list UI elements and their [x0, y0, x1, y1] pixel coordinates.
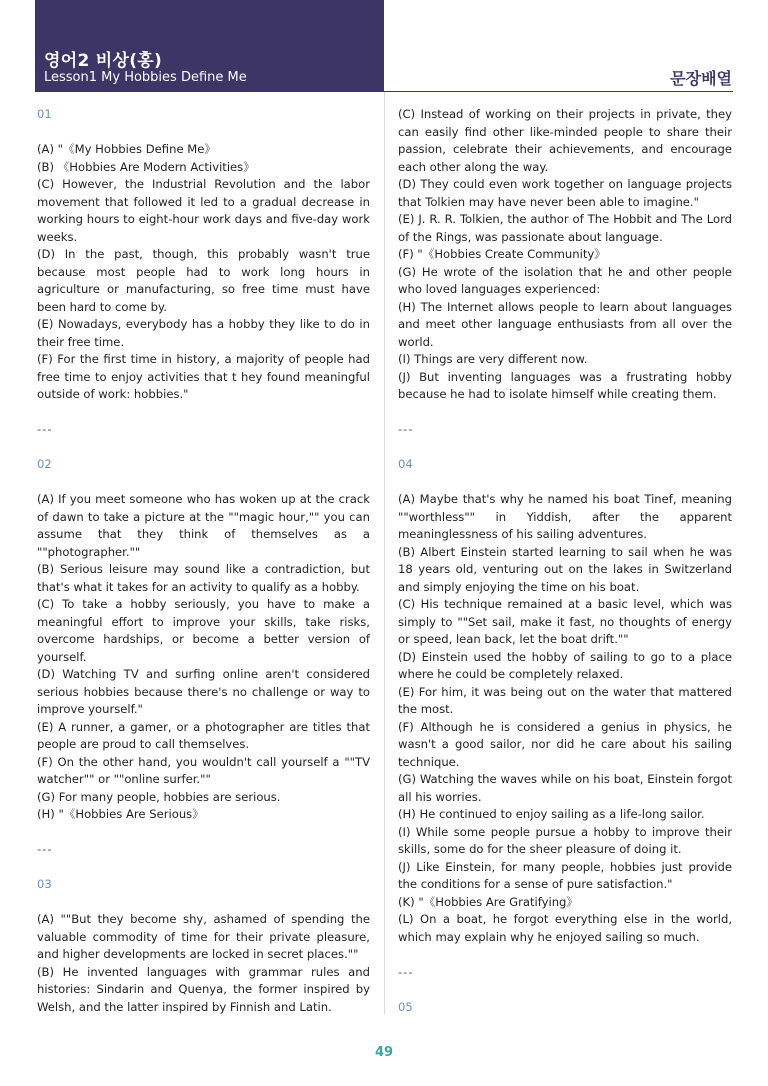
spacer: [37, 439, 370, 457]
section-separator: ---: [37, 422, 53, 436]
right-column: [398, 106, 732, 1034]
section-separator: ---: [398, 964, 414, 979]
header-rule: [384, 91, 733, 92]
sentence-item: (A) "《My Hobbies Define Me》: [37, 142, 217, 156]
spacer: [398, 439, 732, 457]
sentence-item: (I) Things are very different now.: [398, 352, 588, 366]
sentence-item: (D) Einstein used the hobby of sailing to go to a place where he could be completely relaxed.: [398, 649, 732, 681]
sentence-item: (C) However, the Industrial Revolution and the labor movement that followed it led to a gradual decrease in working hours to eight-hour work days and five-day work weeks.: [37, 177, 370, 244]
left-column: [37, 106, 370, 1016]
sentence-item: (E) J. R. R. Tolkien, the author of The Hobbit and The Lord of the Rings, was passionate about language.: [398, 212, 732, 244]
page-number: 49: [374, 1045, 394, 1060]
sentence-item: (G) For many people, hobbies are serious.: [37, 789, 281, 804]
sentence-item: (F) For the first time in history, a majority of people had free time to enjoy activities that t hey found meaningful outside of work: hobbies.": [37, 352, 370, 401]
sentence-item: (J) Like Einstein, for many people, hobbies just provide the conditions for a sense of pure satisfaction.": [398, 859, 732, 891]
sentence-item: (C) Instead of working on their projects in private, they can easily find other like-minded people to share their passion, celebrate their achievements, and encourage each other along the way.: [398, 107, 732, 174]
spacer: [398, 946, 732, 964]
section-number: 01: [37, 107, 52, 121]
textbook-title: 영어2 비상(홍): [44, 51, 163, 71]
sentence-item: (D) They could even work together on language projects that Tolkien may have never been able to imagine.": [398, 177, 732, 209]
sentence-item: (H) "《Hobbies Are Serious》: [37, 807, 204, 821]
spacer: [37, 859, 370, 877]
sentence-item: (E) Nowadays, everybody has a hobby they like to do in their free time.: [37, 317, 370, 349]
sentence-item: (A) ""But they become shy, ashamed of spending the valuable commodity of time for their private pleasure, and higher developments are locked in secret places."": [37, 912, 370, 961]
sentence-item: (F) "《Hobbies Create Community》: [398, 247, 606, 261]
sentence-item: (D) In the past, though, this probably wasn't true because most people had to work long hours in agriculture or manufacturing, so free time must have been hard to come by.: [37, 247, 370, 314]
worksheet-type: 문장배열: [670, 69, 732, 88]
sentence-item: (F) Although he is considered a genius in physics, he wasn't a good sailor, nor did he care about his sailing technique.: [398, 719, 732, 769]
section-separator: ---: [398, 422, 414, 436]
lesson-title: Lesson1 My Hobbies Define Me: [44, 70, 247, 85]
sentence-item: (C) His technique remained at a basic level, which was simply to ""Set sail, make it fast, no thoughts of energy or speed, lean back, let the boat drift."": [398, 597, 732, 646]
sentence-item: (C) To take a hobby seriously, you have to make a meaningful effort to improve your skills, take risks, overcome hardships, or become a better version of yourself.: [37, 597, 370, 664]
section-number: 03: [37, 877, 52, 891]
spacer: [37, 124, 370, 142]
section-number: 02: [37, 457, 52, 471]
sentence-item: (D) Watching TV and surfing online aren't considered serious hobbies because there's no challenge or way to improve yourself.": [37, 667, 370, 716]
sentence-item: (E) A runner, a gamer, or a photographer are titles that people are proud to call themselves.: [37, 719, 370, 751]
spacer: [398, 1016, 732, 1034]
section-separator: ---: [37, 842, 53, 856]
sentence-item: (L) On a boat, he forgot everything else in the world, which may explain why he enjoyed sailing so much.: [398, 912, 732, 944]
sentence-item: (G) He wrote of the isolation that he and other people who loved languages experienced:: [398, 264, 732, 296]
sentence-item: (A) If you meet someone who has woken up at the crack of dawn to take a picture at the ""magic hour,"" you can assume that they think of themselves as a ""photographer."": [37, 492, 370, 559]
sentence-item: (H) He continued to enjoy sailing as a life-long sailor.: [398, 807, 705, 821]
spacer: [37, 894, 370, 912]
spacer: [37, 824, 370, 842]
sentence-item: (E) For him, it was being out on the water that mattered the most.: [398, 684, 732, 716]
spacer: [37, 404, 370, 422]
spacer: [37, 474, 370, 492]
sentence-item: (J) But inventing languages was a frustrating hobby because he had to isolate himself while creating them.: [398, 369, 732, 401]
sentence-item: (A) Maybe that's why he named his boat Tinef, meaning ""worthless"" in Yiddish, after the apparent meaninglessness of his sailing adventures.: [398, 492, 732, 541]
column-divider: [384, 92, 385, 1014]
sentence-item: (B) 《Hobbies Are Modern Activities》: [37, 159, 255, 174]
section-number: 04: [398, 457, 413, 471]
sentence-item: (B) He invented languages with grammar rules and histories: Sindarin and Quenya, the former inspired by Welsh, and the latter inspired by Finnish and Latin.: [37, 964, 370, 1014]
sentence-item: (B) Serious leisure may sound like a contradiction, but that's what it takes for an activity to qualify as a hobby.: [37, 562, 370, 594]
spacer: [398, 474, 732, 492]
section-number: 05: [398, 999, 413, 1014]
spacer: [398, 404, 732, 422]
spacer: [398, 981, 732, 999]
sentence-item: (F) On the other hand, you wouldn't call yourself a ""TV watcher"" or ""online surfer."": [37, 754, 370, 786]
sentence-item: (B) Albert Einstein started learning to sail when he was 18 years old, venturing out on the lakes in Switzerland and simply enjoying the time on his boat.: [398, 544, 732, 594]
sentence-item: (H) The Internet allows people to learn about languages and meet other language enthusiasts from all over the world.: [398, 299, 732, 349]
sentence-item: (G) Watching the waves while on his boat, Einstein forgot all his worries.: [398, 772, 732, 804]
sentence-item: (K) "《Hobbies Are Gratifying》: [398, 894, 579, 909]
sentence-item: (I) While some people pursue a hobby to improve their skills, some do for the sheer pleasure of doing it.: [398, 824, 732, 856]
